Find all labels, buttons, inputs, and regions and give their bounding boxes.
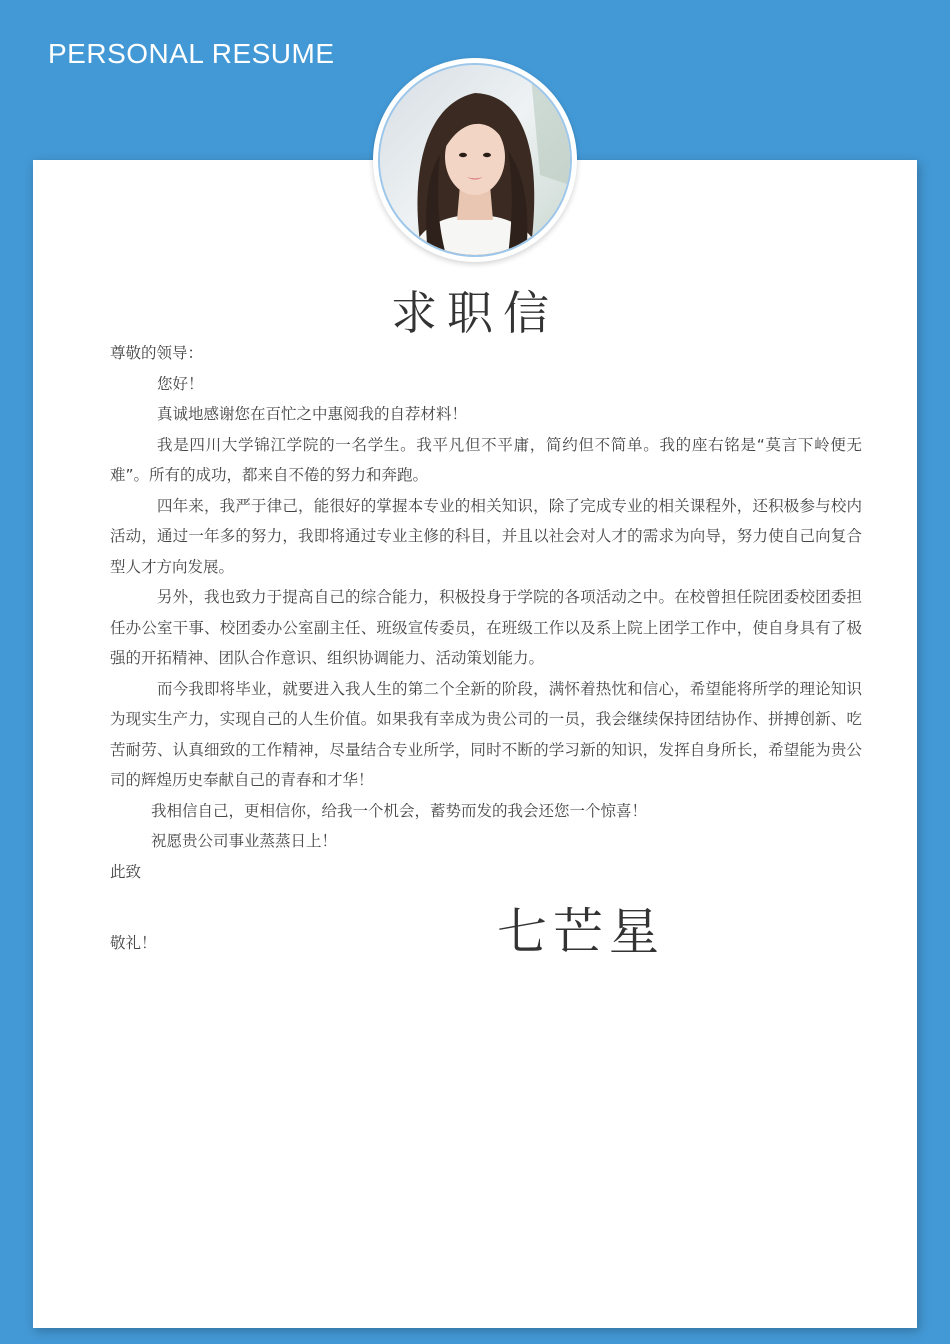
portrait-photo-icon [380,65,570,255]
paragraph-thanks: 真诚地感谢您在百忙之中惠阅我的自荐材料！ [157,405,468,423]
header-title: PERSONAL RESUME [48,38,335,69]
ci-zhi: 此致 [110,862,142,881]
paragraph-study: 四年来，我严于律己，能很好的掌握本专业的相关知识，除了完成专业的相关课程外，还积极参与校内活动，通过一年多的努力，我即将通过专业主修的科目，并且以社会对人才的需求为向导，努力使自己向复合型人才方向发展。 [110,496,862,576]
signature: 七芒星 [497,903,665,961]
letter-title: 求职信 [391,286,559,340]
salutation: 尊敬的领导： [110,344,204,362]
paragraph-activities: 另外，我也致力于提高自己的综合能力，积极投身于学院的各项活动之中。在校曾担任院团委校团委担任办公室干事、校团委办公室副主任、班级宣传委员，在班级工作以及系上院上团学工作中，使自身具有了极强的开拓精神、团队合作意识、组织协调能力、活动策划能力。 [110,588,862,667]
paragraph-intro: 我是四川大学锦江学院的一名学生。我平凡但不平庸，简约但不简单。我的座右铭是“莫言下岭便无难”。所有的成功，都来自不倦的努力和奔跑。 [110,435,862,484]
greeting: 您好！ [157,374,204,393]
jing-li: 敬礼！ [110,934,157,952]
letter-body [110,338,862,959]
paragraph-future: 而今我即将毕业，就要进入我人生的第二个全新的阶段，满怀着热忱和信心，希望能将所学的理论知识为现实生产力，实现自己的人生价值。如果我有幸成为贵公司的一员，我会继续保持团结协作、拼搏创新、吃苦耐劳、认真细致的工作精神，尽量结合专业所学，同时不断的学习新的知识，发挥自身所长，希望能为贵公司的辉煌历史奉献自己的青春和才华！ [110,679,862,789]
paragraph-confidence: 我相信自己，更相信你，给我一个机会，蓄势而发的我会还您一个惊喜！ [151,801,648,820]
avatar-frame [373,58,577,262]
paragraph-wish: 祝愿贵公司事业蒸蒸日上！ [151,832,338,850]
avatar [378,63,572,257]
